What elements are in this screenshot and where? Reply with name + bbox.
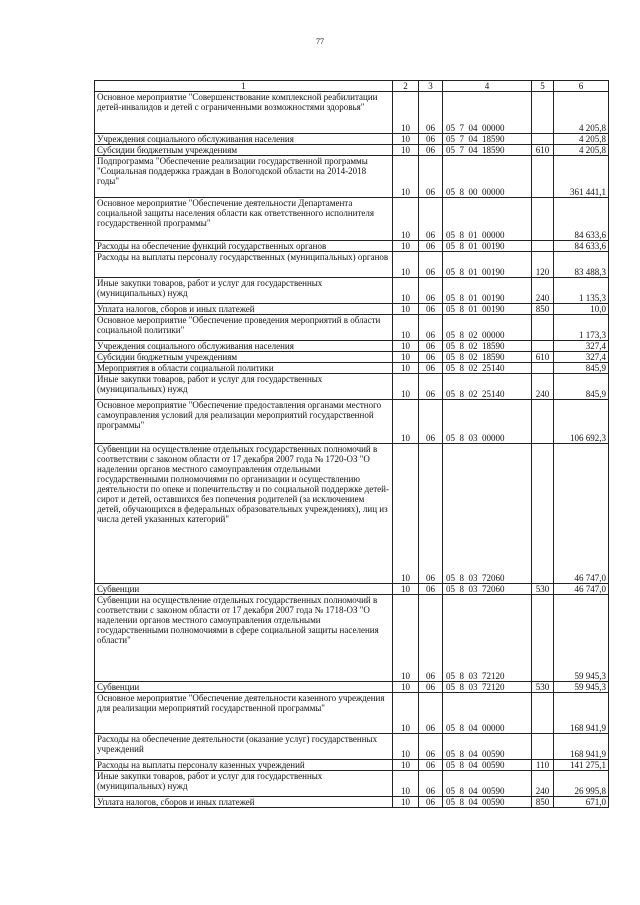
subsection-code-cell: 06 (419, 304, 443, 315)
target-article-cell: 05 8 03 72060 (443, 444, 532, 584)
target-article-cell: 05 8 02 18590 (443, 352, 532, 363)
header-cell: 2 (393, 81, 419, 92)
amount-cell: 168 941,9 (554, 693, 609, 734)
table-row (95, 400, 609, 444)
row-name-cell: Субсидии бюджетным учреждениям (95, 352, 393, 363)
expense-type-cell (532, 595, 554, 682)
section-code-cell: 10 (393, 760, 419, 771)
subsection-code-cell: 06 (419, 341, 443, 352)
section-code-cell: 10 (393, 341, 419, 352)
section-code-cell: 10 (393, 363, 419, 374)
section-code-cell: 10 (393, 145, 419, 156)
target-article-cell: 05 8 04 00590 (443, 734, 532, 760)
amount-cell: 59 945,3 (554, 682, 609, 693)
target-article-cell: 05 8 03 72120 (443, 595, 532, 682)
section-code-cell: 10 (393, 92, 419, 134)
amount-cell: 1 135,3 (554, 278, 609, 304)
table-row (95, 734, 609, 760)
target-article-cell: 05 8 03 72060 (443, 584, 532, 595)
table-header-row (95, 81, 609, 92)
amount-cell: 46 747,0 (554, 444, 609, 584)
expense-type-cell: 240 (532, 771, 554, 797)
amount-cell: 845,9 (554, 363, 609, 374)
table-row (95, 771, 609, 797)
section-code-cell: 10 (393, 797, 419, 808)
expense-type-cell (532, 444, 554, 584)
expense-type-cell: 530 (532, 682, 554, 693)
page-number: 77 (316, 37, 324, 46)
section-code-cell: 10 (393, 278, 419, 304)
row-name-cell: Иные закупки товаров, работ и услуг для государственных (муниципальных) нужд (95, 278, 393, 304)
target-article-cell: 05 8 02 00000 (443, 315, 532, 341)
row-name-cell: Учреждения социального обслуживания населения (95, 134, 393, 145)
expense-type-cell (532, 92, 554, 134)
subsection-code-cell: 06 (419, 760, 443, 771)
table-row (95, 278, 609, 304)
subsection-code-cell: 06 (419, 693, 443, 734)
section-code-cell: 10 (393, 444, 419, 584)
amount-cell: 59 945,3 (554, 595, 609, 682)
row-name-cell: Подпрограмма "Обеспечение реализации государственной программы "Социальная поддержка граждан в Вологодской области на 2014-2018 годы" (95, 156, 393, 198)
expense-type-cell (532, 315, 554, 341)
section-code-cell: 10 (393, 734, 419, 760)
section-code-cell: 10 (393, 400, 419, 444)
amount-cell: 361 441,1 (554, 156, 609, 198)
row-name-cell: Иные закупки товаров, работ и услуг для государственных (муниципальных) нужд (95, 374, 393, 400)
table-row (95, 156, 609, 198)
subsection-code-cell: 06 (419, 682, 443, 693)
table-row (95, 315, 609, 341)
amount-cell: 4 205,8 (554, 145, 609, 156)
subsection-code-cell: 06 (419, 374, 443, 400)
header-cell: 3 (419, 81, 443, 92)
table-row (95, 198, 609, 241)
target-article-cell: 05 8 03 00000 (443, 400, 532, 444)
row-name-cell: Учреждения социального обслуживания населения (95, 341, 393, 352)
amount-cell: 84 633,6 (554, 241, 609, 252)
target-article-cell: 05 8 01 00190 (443, 278, 532, 304)
section-code-cell: 10 (393, 682, 419, 693)
section-code-cell: 10 (393, 241, 419, 252)
expense-type-cell: 120 (532, 252, 554, 278)
target-article-cell: 05 8 01 00190 (443, 304, 532, 315)
expense-type-cell (532, 241, 554, 252)
target-article-cell: 05 7 04 00000 (443, 92, 532, 134)
row-name-cell: Мероприятия в области социальной политики (95, 363, 393, 374)
subsection-code-cell: 06 (419, 315, 443, 341)
row-name-cell: Уплата налогов, сборов и иных платежей (95, 304, 393, 315)
table-row (95, 693, 609, 734)
row-name-cell: Иные закупки товаров, работ и услуг для государственных (муниципальных) нужд (95, 771, 393, 797)
table-row (95, 252, 609, 278)
target-article-cell: 05 8 01 00000 (443, 198, 532, 241)
amount-cell: 1 173,3 (554, 315, 609, 341)
table-row (95, 341, 609, 352)
section-code-cell: 10 (393, 252, 419, 278)
section-code-cell: 10 (393, 198, 419, 241)
section-code-cell: 10 (393, 584, 419, 595)
row-name-cell: Расходы на выплаты персоналу казенных учреждений (95, 760, 393, 771)
table-row (95, 584, 609, 595)
section-code-cell: 10 (393, 693, 419, 734)
amount-cell: 845,9 (554, 374, 609, 400)
target-article-cell: 05 8 02 18590 (443, 341, 532, 352)
subsection-code-cell: 06 (419, 797, 443, 808)
expense-type-cell: 850 (532, 797, 554, 808)
subsection-code-cell: 06 (419, 252, 443, 278)
expense-type-cell (532, 363, 554, 374)
subsection-code-cell: 06 (419, 198, 443, 241)
row-name-cell: Основное мероприятие "Обеспечение деятельности казенного учреждения для реализации мероприятий государственной программы" (95, 693, 393, 734)
row-name-cell: Основное мероприятие "Обеспечение проведения мероприятий в области социальной политики" (95, 315, 393, 341)
header-cell: 6 (554, 81, 609, 92)
row-name-cell: Основное мероприятие "Обеспечение предоставления органами местного самоуправления условий для реализации мероприятий государственной программы" (95, 400, 393, 444)
subsection-code-cell: 06 (419, 584, 443, 595)
subsection-code-cell: 06 (419, 595, 443, 682)
row-name-cell: Субвенции (95, 584, 393, 595)
section-code-cell: 10 (393, 771, 419, 797)
table-row (95, 363, 609, 374)
subsection-code-cell: 06 (419, 145, 443, 156)
header-cell: 4 (443, 81, 532, 92)
subsection-code-cell: 06 (419, 278, 443, 304)
amount-cell: 10,0 (554, 304, 609, 315)
subsection-code-cell: 06 (419, 241, 443, 252)
section-code-cell: 10 (393, 156, 419, 198)
expense-type-cell (532, 198, 554, 241)
subsection-code-cell: 06 (419, 156, 443, 198)
amount-cell: 83 488,3 (554, 252, 609, 278)
amount-cell: 4 205,8 (554, 92, 609, 134)
row-name-cell: Субвенции (95, 682, 393, 693)
row-name-cell: Основное мероприятие "Совершенствование комплексной реабилитации детей-инвалидов и детей с ограниченными возможностями здоровья" (95, 92, 393, 134)
target-article-cell: 05 8 03 72120 (443, 682, 532, 693)
target-article-cell: 05 8 04 00590 (443, 797, 532, 808)
expense-type-cell (532, 134, 554, 145)
table-row (95, 797, 609, 808)
expense-type-cell (532, 341, 554, 352)
amount-cell: 671,0 (554, 797, 609, 808)
table-row (95, 134, 609, 145)
subsection-code-cell: 06 (419, 444, 443, 584)
section-code-cell: 10 (393, 374, 419, 400)
row-name-cell: Субсидии бюджетным учреждениям (95, 145, 393, 156)
table-row (95, 241, 609, 252)
table-row (95, 444, 609, 584)
row-name-cell: Расходы на обеспечение функций государственных органов (95, 241, 393, 252)
amount-cell: 327,4 (554, 352, 609, 363)
section-code-cell: 10 (393, 595, 419, 682)
header-cell: 5 (532, 81, 554, 92)
table-row (95, 374, 609, 400)
subsection-code-cell: 06 (419, 400, 443, 444)
target-article-cell: 05 8 04 00590 (443, 760, 532, 771)
amount-cell: 4 205,8 (554, 134, 609, 145)
row-name-cell: Уплата налогов, сборов и иных платежей (95, 797, 393, 808)
target-article-cell: 05 8 01 00190 (443, 241, 532, 252)
row-name-cell: Расходы на выплаты персоналу государственных (муниципальных) органов (95, 252, 393, 278)
subsection-code-cell: 06 (419, 363, 443, 374)
budget-table (94, 80, 609, 808)
table-row (95, 145, 609, 156)
table-row (95, 352, 609, 363)
subsection-code-cell: 06 (419, 352, 443, 363)
expense-type-cell (532, 400, 554, 444)
table-row (95, 92, 609, 134)
target-article-cell: 05 8 01 00190 (443, 252, 532, 278)
expense-type-cell (532, 693, 554, 734)
expense-type-cell: 610 (532, 145, 554, 156)
expense-type-cell: 240 (532, 374, 554, 400)
row-name-cell: Субвенции на осуществление отдельных государственных полномочий в соответствии с законом области от 17 декабря 2007 года № 1720-ОЗ "О наделении органов местного самоуправления отдельными государственными полномочиями по организации и осуществлению деятельности по опеке и попечительству и по социальной поддержке детей-сирот и детей, оставшихся без попечения родителей (за исключением детей, обучающихся в федеральных образовательных учреждениях), лиц из числа детей указанных категорий" (95, 444, 393, 584)
expense-type-cell: 240 (532, 278, 554, 304)
row-name-cell: Расходы на обеспечение деятельности (оказание услуг) государственных учреждений (95, 734, 393, 760)
expense-type-cell: 610 (532, 352, 554, 363)
target-article-cell: 05 8 02 25140 (443, 374, 532, 400)
expense-type-cell (532, 734, 554, 760)
target-article-cell: 05 8 00 00000 (443, 156, 532, 198)
subsection-code-cell: 06 (419, 771, 443, 797)
target-article-cell: 05 8 04 00000 (443, 693, 532, 734)
amount-cell: 84 633,6 (554, 198, 609, 241)
section-code-cell: 10 (393, 352, 419, 363)
expense-type-cell: 530 (532, 584, 554, 595)
expense-type-cell: 110 (532, 760, 554, 771)
section-code-cell: 10 (393, 315, 419, 341)
amount-cell: 46 747,0 (554, 584, 609, 595)
section-code-cell: 10 (393, 134, 419, 145)
target-article-cell: 05 8 04 00590 (443, 771, 532, 797)
amount-cell: 106 692,3 (554, 400, 609, 444)
subsection-code-cell: 06 (419, 134, 443, 145)
table-row (95, 595, 609, 682)
header-cell: 1 (95, 81, 393, 92)
amount-cell: 168 941,9 (554, 734, 609, 760)
expense-type-cell (532, 156, 554, 198)
subsection-code-cell: 06 (419, 92, 443, 134)
amount-cell: 141 275,1 (554, 760, 609, 771)
row-name-cell: Субвенции на осуществление отдельных государственных полномочий в соответствии с законом области от 17 декабря 2007 года № 1718-ОЗ "О наделении органов местного самоуправления отдельными государственными полномочиями в сфере социальной защиты населения области" (95, 595, 393, 682)
expense-type-cell: 850 (532, 304, 554, 315)
row-name-cell: Основное мероприятие "Обеспечение деятельности Департамента социальной защиты населения области как ответственного исполнителя государственной программы" (95, 198, 393, 241)
table-row (95, 760, 609, 771)
target-article-cell: 05 7 04 18590 (443, 145, 532, 156)
target-article-cell: 05 8 02 25140 (443, 363, 532, 374)
table-row (95, 682, 609, 693)
amount-cell: 327,4 (554, 341, 609, 352)
section-code-cell: 10 (393, 304, 419, 315)
amount-cell: 26 995,8 (554, 771, 609, 797)
target-article-cell: 05 7 04 18590 (443, 134, 532, 145)
table-row (95, 304, 609, 315)
subsection-code-cell: 06 (419, 734, 443, 760)
